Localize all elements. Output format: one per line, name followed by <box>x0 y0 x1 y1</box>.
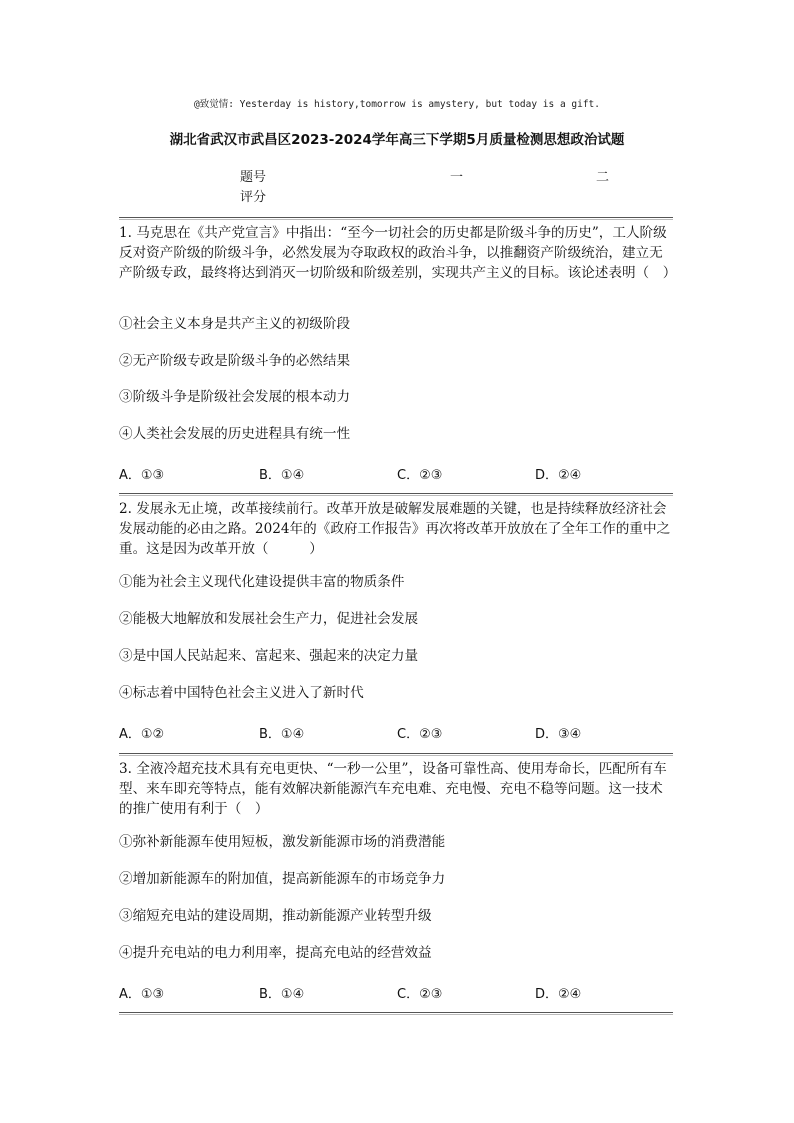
divider <box>119 493 673 496</box>
choice-c[interactable]: C．②③ <box>397 468 443 483</box>
choice-c[interactable]: C．②③ <box>397 727 443 742</box>
choice-b[interactable]: B．①④ <box>259 727 305 742</box>
option-item: ①社会主义本身是共产主义的初级阶段 <box>119 316 351 332</box>
question-stem: 2. 发展永无止境，改革接续前行。改革开放是破解发展难题的关键，也是持续释放经济社会发展动能的必由之路。2024年的《政府工作报告》再次将改革开放放在了全年工作的重中之重。这是因为改革开放（ ） <box>119 501 671 557</box>
option-item: ④提升充电站的电力利用率，提高充电站的经营效益 <box>119 945 432 961</box>
score-cell-label-number: 题号 <box>240 170 267 185</box>
option-item: ③阶级斗争是阶级社会发展的根本动力 <box>119 389 351 405</box>
option-item: ③缩短充电站的建设周期，推动新能源产业转型升级 <box>119 908 432 924</box>
score-cell-label-score: 评分 <box>240 190 267 205</box>
question-stem: 1. 马克思在《共产党宣言》中指出：“至今一切社会的历史都是阶级斗争的历史”，工人阶级反对资产阶级的阶级斗争，必然发展为夺取政权的政治斗争，以推翻资产阶级统治，建立无产阶级专政，最终将达到消灭一切阶级和阶级差别，实现共产主义的目标。该论述表明（ ） <box>119 225 677 281</box>
option-item: ④标志着中国特色社会主义进入了新时代 <box>119 685 364 701</box>
question-3 <box>119 759 673 1002</box>
score-cell-section-1: 一 <box>450 170 464 185</box>
option-item: ②无产阶级专政是阶级斗争的必然结果 <box>119 353 351 369</box>
choice-a[interactable]: A．①③ <box>119 987 165 1002</box>
choice-a[interactable]: A．①③ <box>119 468 165 483</box>
option-item: ④人类社会发展的历史进程具有统一性 <box>119 426 351 442</box>
choice-d[interactable]: D．②④ <box>535 987 582 1002</box>
divider <box>119 753 673 756</box>
score-table-header-row <box>0 166 794 186</box>
choice-a[interactable]: A．①② <box>119 727 165 742</box>
option-item: ③是中国人民站起来、富起来、强起来的决定力量 <box>119 648 419 664</box>
question-1 <box>119 223 677 483</box>
choice-d[interactable]: D．③④ <box>535 727 582 742</box>
answer-choices <box>119 723 673 741</box>
answer-choices <box>119 983 673 1001</box>
score-cell-section-2: 二 <box>596 170 610 185</box>
score-table-score-row <box>0 186 794 206</box>
option-item: ①弥补新能源车使用短板，激发新能源市场的消费潜能 <box>119 834 446 850</box>
divider <box>119 217 673 220</box>
option-item: ①能为社会主义现代化建设提供丰富的物质条件 <box>119 574 405 590</box>
question-2 <box>119 499 673 742</box>
option-item: ②增加新能源车的附加值，提高新能源车的市场竞争力 <box>119 871 446 887</box>
motto-line: @致觉情: Yesterday is history,tomorrow is amystery, but today is a gift. <box>194 99 600 110</box>
choice-c[interactable]: C．②③ <box>397 987 443 1002</box>
choice-b[interactable]: B．①④ <box>259 468 305 483</box>
divider <box>119 1012 673 1015</box>
choice-b[interactable]: B．①④ <box>259 987 305 1002</box>
option-item: ②能极大地解放和发展社会生产力，促进社会发展 <box>119 611 419 627</box>
question-stem: 3. 全液冷超充技术具有充电更快、“一秒一公里”，设备可靠性高、使用寿命长，匹配所有车型、来车即充等特点，能有效解决新能源汽车充电难、充电慢、充电不稳等问题。这一技术的推广使用有利于（ ） <box>119 761 667 817</box>
page-title: 湖北省武汉市武昌区2023-2024学年高三下学期5月质量检测思想政治试题 <box>169 132 625 148</box>
choice-d[interactable]: D．②④ <box>535 468 582 483</box>
answer-choices <box>119 464 673 482</box>
